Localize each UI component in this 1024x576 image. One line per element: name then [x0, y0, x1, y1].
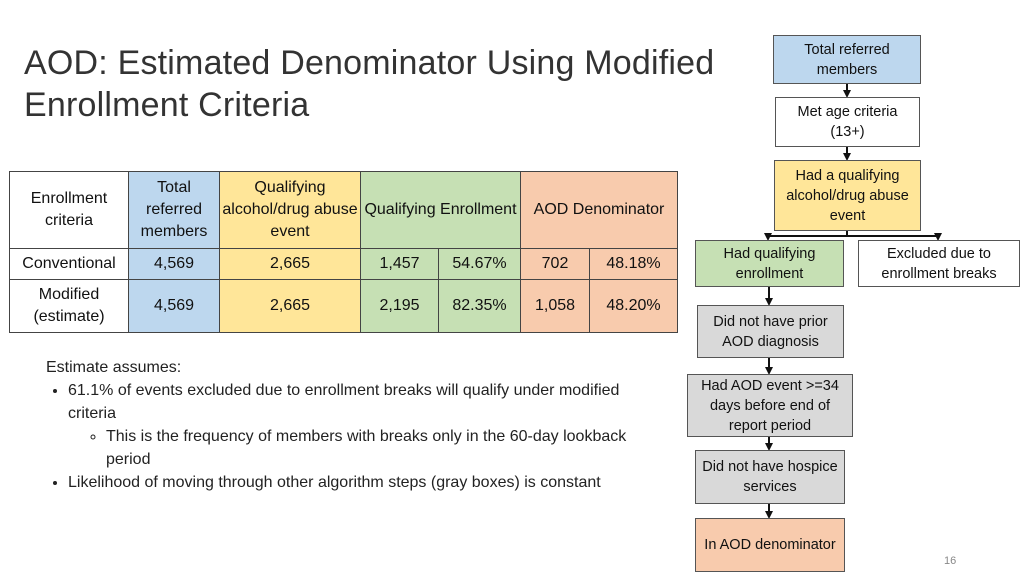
notes-bullet-text: 61.1% of events excluded due to enrollment breaks will qualify under modified criteria [68, 382, 620, 422]
cell-aod-pct: 48.18% [590, 249, 678, 280]
notes-bullet: • Likelihood of moving through other algorithm steps (gray boxes) is constant [68, 471, 646, 494]
flow-aod-event-34-days: Had AOD event >=34 days before end of report period [687, 374, 853, 437]
flow-excluded-enrollment-breaks: Excluded due to enrollment breaks [858, 240, 1020, 287]
flow-no-hospice: Did not have hospice services [695, 450, 845, 504]
flow-qualifying-enrollment: Had qualifying enrollment [695, 240, 844, 287]
cell-enroll-n: 1,457 [361, 249, 439, 280]
flow-met-age: Met age criteria (13+) [775, 97, 920, 147]
notes-sub-bullet: ◦ This is the frequency of members with breaks only in the 60-day lookback period [106, 425, 646, 471]
header-qualifying-event: Qualifying alcohol/drug abuse event [220, 172, 361, 249]
header-qualifying-enrollment: Qualifying Enrollment [361, 172, 521, 249]
cell-enroll-pct: 54.67% [439, 249, 521, 280]
cell-aod-pct: 48.20% [590, 280, 678, 333]
flow-total-referred: Total referred members [773, 35, 921, 84]
notes-intro: Estimate assumes: [46, 359, 182, 376]
cell-event: 2,665 [220, 249, 361, 280]
header-total-referred: Total referred members [129, 172, 220, 249]
cell-aod-n: 702 [521, 249, 590, 280]
flow-no-prior-diagnosis: Did not have prior AOD diagnosis [697, 305, 844, 358]
cell-criteria: Modified (estimate) [10, 280, 129, 333]
flow-in-aod-denominator: In AOD denominator [695, 518, 845, 572]
page-title: AOD: Estimated Denominator Using Modified Enrollment Criteria [24, 44, 715, 124]
header-enrollment-criteria: Enrollment criteria [10, 172, 129, 249]
cell-event: 2,665 [220, 280, 361, 333]
cell-total: 4,569 [129, 249, 220, 280]
cell-aod-n: 1,058 [521, 280, 590, 333]
flow-qualifying-event: Had a qualifying alcohol/drug abuse event [774, 160, 921, 231]
cell-enroll-n: 2,195 [361, 280, 439, 333]
header-aod-denominator: AOD Denominator [521, 172, 678, 249]
cell-total: 4,569 [129, 280, 220, 333]
cell-criteria: Conventional [10, 249, 129, 280]
cell-enroll-pct: 82.35% [439, 280, 521, 333]
page-number: 16 [944, 555, 957, 567]
